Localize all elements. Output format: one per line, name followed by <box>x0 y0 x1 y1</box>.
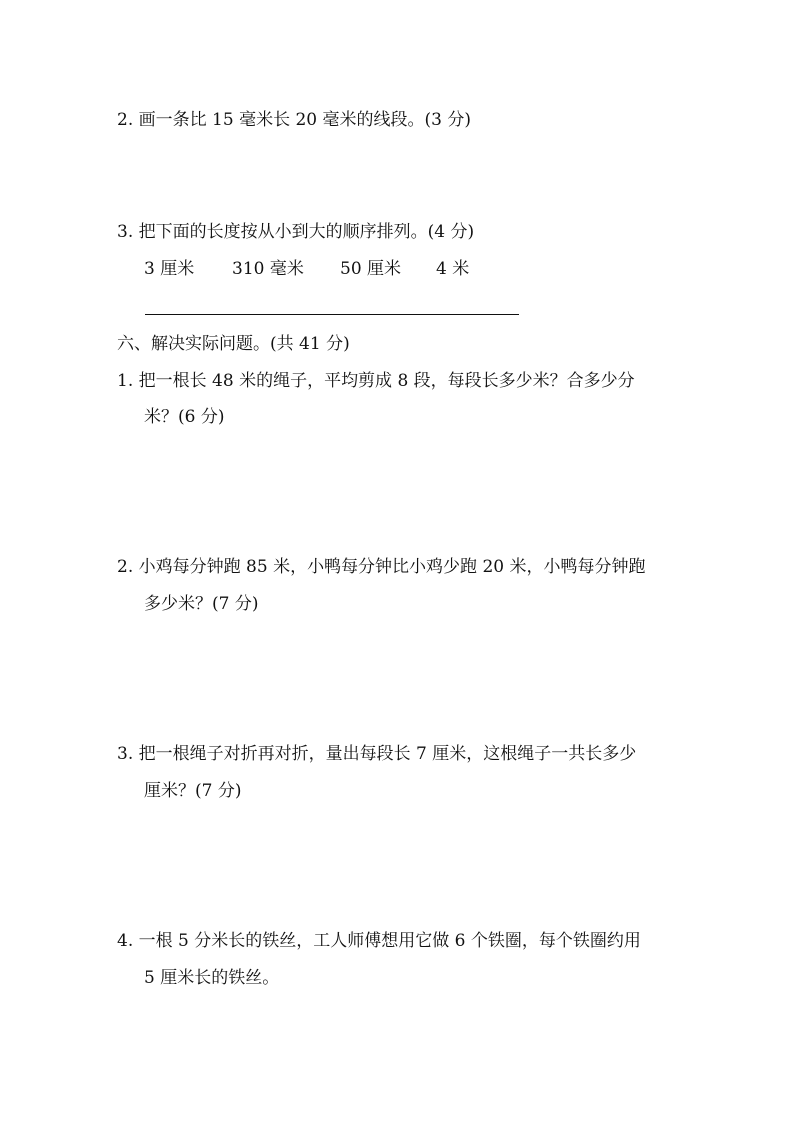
answer-line <box>145 314 519 315</box>
problem-3-line-1: 3. 把一根绳子对折再对折，量出每段长 7 厘米，这根绳子一共长多少 <box>117 744 637 764</box>
section-title: 六、解决实际问题。(共 41 分) <box>117 334 350 354</box>
length-item: 3 厘米 <box>144 259 195 279</box>
length-item: 4 米 <box>436 259 470 279</box>
question-order-lengths: 3. 把下面的长度按从小到大的顺序排列。(4 分) <box>117 222 475 242</box>
problem-4-line-1: 4. 一根 5 分米长的铁丝，工人师傅想用它做 6 个铁圈，每个铁圈约用 <box>117 931 641 951</box>
problem-1-line-1: 1. 把一根长 48 米的绳子，平均剪成 8 段，每段长多少米？合多少分 <box>117 371 635 391</box>
problem-4-line-2: 5 厘米长的铁丝。 <box>144 968 280 988</box>
length-item: 310 毫米 <box>232 259 304 279</box>
length-items-row <box>144 258 469 280</box>
problem-2-line-2: 多少米？(7 分) <box>144 594 259 614</box>
problem-3-line-2: 厘米？(7 分) <box>144 781 242 801</box>
problem-2-line-1: 2. 小鸡每分钟跑 85 米，小鸭每分钟比小鸡少跑 20 米，小鸭每分钟跑 <box>117 557 646 577</box>
question-draw-segment: 2. 画一条比 15 毫米长 20 毫米的线段。(3 分) <box>117 110 471 130</box>
length-item: 50 厘米 <box>340 259 402 279</box>
problem-1-line-2: 米？(6 分) <box>144 407 225 427</box>
